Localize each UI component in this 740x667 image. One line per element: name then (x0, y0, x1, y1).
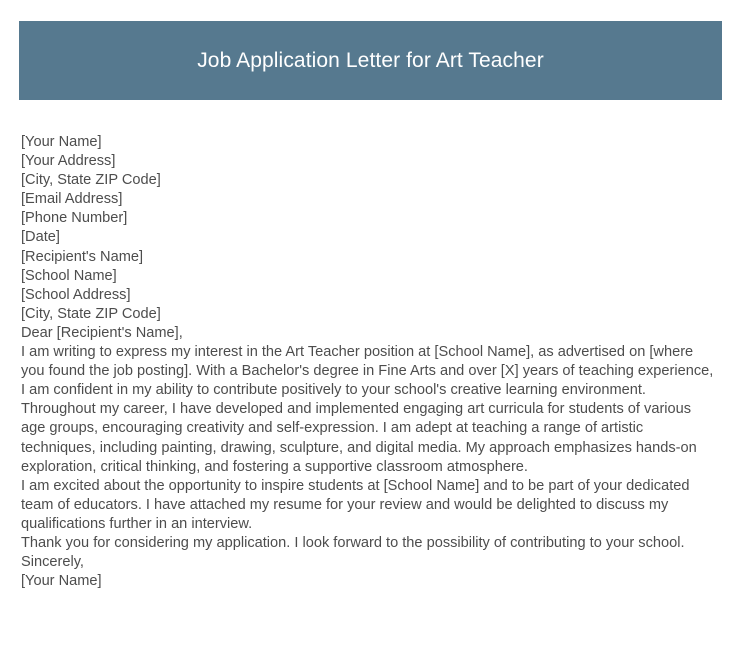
letter-body (21, 133, 719, 591)
recipient-address-block (21, 248, 719, 324)
body-paragraph-2: Throughout my career, I have developed and implemented engaging art curricula for students of various age groups, encouraging creativity and self-expression. I am adept at teaching a range of artistic techniques, including painting, drawing, sculpture, and digital media. My approach emphasizes hands-on exploration, critical thinking, and fostering a supportive classroom atmosphere. (21, 401, 697, 475)
recipient-line: [City, State ZIP Code] (21, 305, 161, 322)
sender-line: [Date] (21, 229, 60, 246)
letter-header-banner (19, 21, 722, 100)
closing-salutation: Sincerely, (21, 554, 84, 571)
recipient-line: [School Name] (21, 267, 117, 284)
sender-address-block (21, 133, 719, 248)
sender-line: [Phone Number] (21, 210, 128, 227)
sender-line: [Your Name] (21, 134, 102, 150)
sender-line: [Email Address] (21, 191, 123, 208)
sender-line: [City, State ZIP Code] (21, 172, 161, 189)
salutation: Dear [Recipient's Name], (21, 324, 183, 341)
recipient-line: [Recipient's Name] (21, 248, 144, 265)
body-paragraph-3: I am excited about the opportunity to inspire students at [School Name] and to be part of your dedicated team of educators. I have attached my resume for your review and would be delighted to discuss my qualifications further in an interview. (21, 477, 690, 532)
page-title: Job Application Letter for Art Teacher (197, 48, 544, 72)
sender-line: [Your Address] (21, 153, 116, 170)
recipient-line: [School Address] (21, 286, 131, 303)
signature-name: [Your Name] (21, 573, 102, 590)
body-paragraph-4: Thank you for considering my application. I look forward to the possibility of contributing to your school. (21, 534, 685, 551)
body-paragraph-1: I am writing to express my interest in the Art Teacher position at [School Name], as advertised on [where you found the job posting]. With a Bachelor's degree in Fine Arts and over [X] years of teaching experience, I am confident in my ability to contribute positively to your school's creative learning environment. (21, 344, 714, 399)
